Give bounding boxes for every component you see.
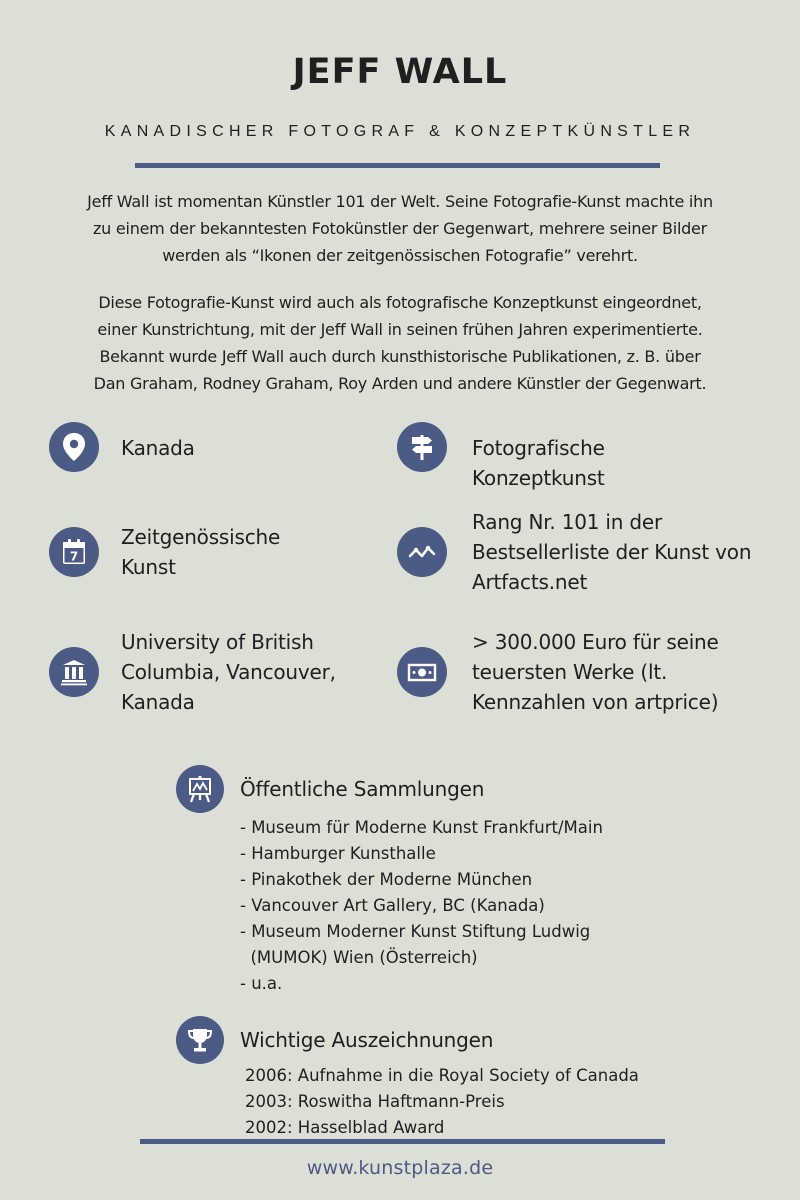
intro-line: werden als “Ikonen der zeitgenössischen Fotografie” verehrt. xyxy=(162,246,638,265)
collection-item: (MUMOK) Wien (Österreich) xyxy=(240,948,478,967)
fact-rank-line: Rang Nr. 101 in der xyxy=(472,510,663,534)
calendar-icon xyxy=(49,527,99,577)
fact-period xyxy=(121,522,280,582)
fact-period-line: Kunst xyxy=(121,555,176,579)
intro-paragraph-1 xyxy=(20,188,780,269)
calendar-day: 7 xyxy=(69,549,79,564)
award-item: 2006: Aufnahme in die Royal Society of Canada xyxy=(245,1066,639,1085)
intro-line: Bekannt wurde Jeff Wall auch durch kunsthistorische Publikationen, z. B. über xyxy=(99,347,701,366)
fact-country-line: Kanada xyxy=(121,436,195,460)
intro-paragraph-2 xyxy=(20,289,780,397)
fact-rank-line: Artfacts.net xyxy=(472,570,588,594)
collection-item: - Hamburger Kunsthalle xyxy=(240,844,436,863)
fact-rank xyxy=(472,507,751,597)
intro-line: einer Kunstrichtung, mit der Jeff Wall in seinen frühen Jahren experimentierte. xyxy=(97,320,703,339)
page-title: JEFF WALL xyxy=(292,52,508,92)
collections-list xyxy=(240,815,603,997)
collection-item: - Museum Moderner Kunst Stiftung Ludwig xyxy=(240,922,591,941)
fact-genre-line: Konzeptkunst xyxy=(472,466,605,490)
award-item: 2002: Hasselblad Award xyxy=(245,1118,445,1137)
fact-genre-line: Fotografische xyxy=(472,436,605,460)
award-item: 2003: Roswitha Haftmann-Preis xyxy=(245,1092,505,1111)
university-icon xyxy=(49,647,99,697)
location-pin-icon xyxy=(49,422,99,472)
fact-price-line: > 300.000 Euro für seine xyxy=(472,630,719,654)
fact-price-line: teuersten Werke (lt. xyxy=(472,660,668,684)
fact-price-line: Kennzahlen von artprice) xyxy=(472,690,719,714)
fact-genre xyxy=(472,433,605,493)
fact-education xyxy=(121,627,336,717)
fact-education-line: Columbia, Vancouver, xyxy=(121,660,336,684)
collection-item: - u.a. xyxy=(240,974,283,993)
collection-item: - Pinakothek der Moderne München xyxy=(240,870,533,889)
collection-item: - Vancouver Art Gallery, BC (Kanada) xyxy=(240,896,545,915)
fact-period-line: Zeitgenössische xyxy=(121,525,281,549)
fact-education-line: Kanada xyxy=(121,690,195,714)
signpost-icon xyxy=(397,422,447,472)
trophy-icon xyxy=(176,1016,224,1064)
money-icon xyxy=(397,647,447,697)
awards-list xyxy=(245,1063,639,1141)
fact-rank-line: Bestsellerliste der Kunst von xyxy=(472,540,752,564)
footer-divider xyxy=(140,1139,665,1144)
intro-line: Diese Fotografie-Kunst wird auch als fotografische Konzeptkunst eingeordnet, xyxy=(98,293,702,312)
collections-title: Öffentliche Sammlungen xyxy=(240,777,485,801)
header-divider xyxy=(135,163,660,168)
trend-line-icon xyxy=(397,527,447,577)
fact-price xyxy=(472,627,719,717)
footer-url-link[interactable]: www.kunstplaza.de xyxy=(306,1157,494,1179)
fact-education-line: University of British xyxy=(121,630,314,654)
easel-icon xyxy=(176,765,224,813)
intro-line: Jeff Wall ist momentan Künstler 101 der Welt. Seine Fotografie-Kunst machte ihn xyxy=(87,192,713,211)
intro-line: Dan Graham, Rodney Graham, Roy Arden und andere Künstler der Gegenwart. xyxy=(93,374,707,393)
page-subtitle: KANADISCHER FOTOGRAF & KONZEPTKÜNSTLER xyxy=(104,123,696,140)
intro-line: zu einem der bekanntesten Fotokünstler der Gegenwart, mehrere seiner Bilder xyxy=(93,219,707,238)
awards-title: Wichtige Auszeichnungen xyxy=(240,1028,494,1052)
fact-country xyxy=(121,433,195,463)
collection-item: - Museum für Moderne Kunst Frankfurt/Main xyxy=(240,818,603,837)
